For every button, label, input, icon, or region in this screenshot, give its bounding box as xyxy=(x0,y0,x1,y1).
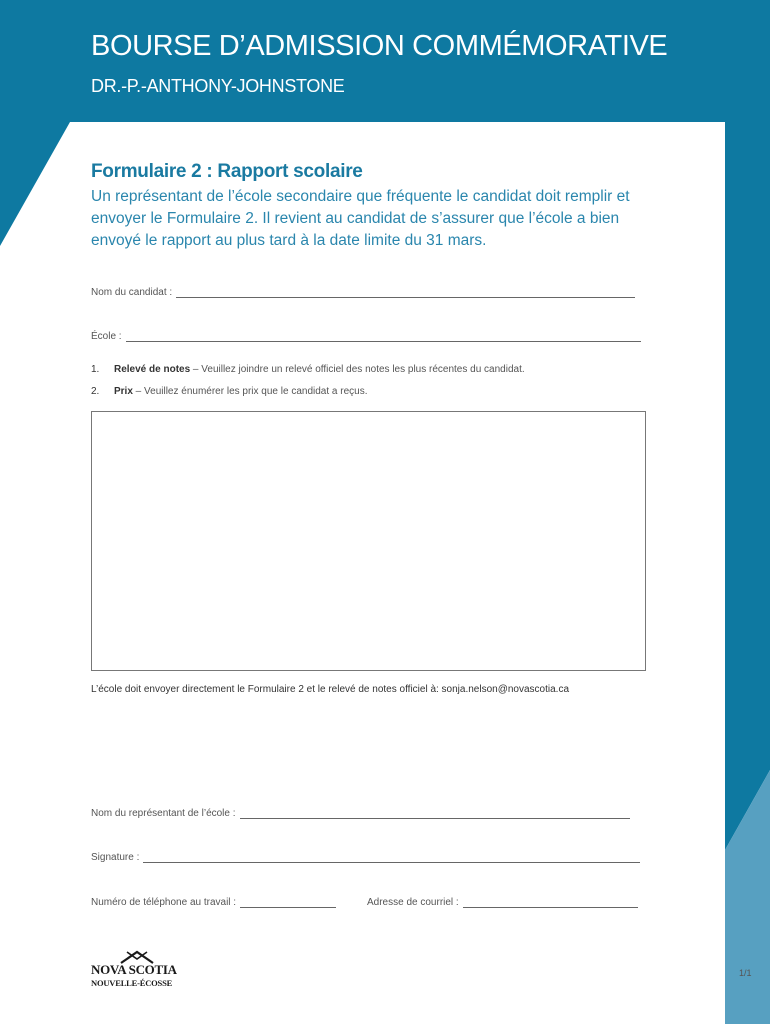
candidate-name-label: Nom du candidat : xyxy=(91,287,173,298)
list-item-number: 2. xyxy=(91,386,100,397)
list-item-label: Prix xyxy=(114,386,133,397)
school-label: École : xyxy=(91,331,122,342)
rep-name-label: Nom du représentant de l’école : xyxy=(91,808,236,819)
form-title: Formulaire 2 : Rapport scolaire xyxy=(91,161,363,182)
phone-input[interactable] xyxy=(240,897,336,908)
signature-input[interactable] xyxy=(143,852,640,863)
page-subtitle: DR.-P.-ANTHONY-JOHNSTONE xyxy=(91,76,345,96)
email-field xyxy=(367,897,638,908)
send-instructions: L’école doit envoyer directement le Formulaire 2 et le relevé de notes officiel à: sonja.nelson@novascotia.ca xyxy=(91,684,570,695)
phone-label: Numéro de téléphone au travail : xyxy=(91,897,237,908)
list-item-text: – Veuillez joindre un relevé officiel des notes les plus récentes du candidat. xyxy=(190,364,525,375)
rep-name-field xyxy=(91,808,630,819)
logo-sub-text: NOUVELLE-ÉCOSSE xyxy=(91,978,173,988)
school-field xyxy=(91,331,641,342)
awards-textarea[interactable] xyxy=(91,411,646,671)
logo-main-text: NOVA SCOTIA xyxy=(91,962,177,977)
candidate-name-input[interactable] xyxy=(176,287,635,298)
list-item-number: 1. xyxy=(91,364,100,375)
list-item xyxy=(91,364,525,375)
signature-field xyxy=(91,852,640,863)
nova-scotia-logo xyxy=(91,950,181,990)
list-item-text: – Veuillez énumérer les prix que le candidat a reçus. xyxy=(132,386,368,397)
phone-field xyxy=(91,897,336,908)
school-input[interactable] xyxy=(126,331,641,342)
list-item-label: Relevé de notes xyxy=(114,364,191,375)
candidate-name-field xyxy=(91,287,635,298)
form-intro: Un représentant de l’école secondaire que fréquente le candidat doit remplir et envoyer le Formulaire 2. Il revient au candidat de s’assurer que l’école a bien envoyé le rapport au plus tard à la date limite du 31 mars. xyxy=(91,188,630,249)
email-label: Adresse de courriel : xyxy=(367,897,459,908)
email-input[interactable] xyxy=(463,897,638,908)
signature-label: Signature : xyxy=(91,852,140,863)
list-item xyxy=(91,386,367,397)
page-title: BOURSE D’ADMISSION COMMÉMORATIVE xyxy=(91,30,668,62)
page-number: 1/1 xyxy=(739,968,752,978)
rep-name-input[interactable] xyxy=(240,808,630,819)
